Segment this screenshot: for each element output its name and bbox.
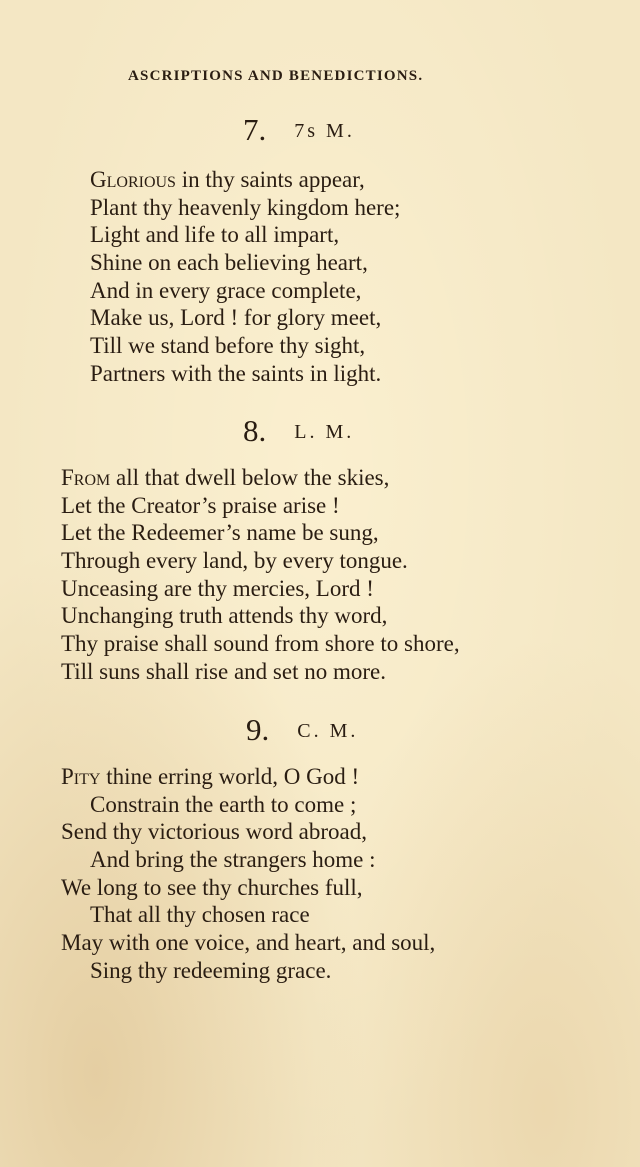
verse-line-text: thine erring world, O God ! (100, 764, 360, 789)
hymn-7-verse (90, 166, 400, 388)
verse-line-text: all that dwell below the skies, (110, 465, 390, 490)
verse-line-text: Till suns shall rise and set no more. (61, 658, 386, 684)
verse-line (61, 492, 460, 520)
verse-line (61, 929, 435, 957)
verse-line-text: Shine on each believing heart, (90, 250, 368, 276)
verse-lead-word: Pity (61, 764, 101, 789)
verse-line (90, 249, 400, 277)
verse-line (61, 874, 435, 902)
verse-line-text: Till we stand before thy sight, (90, 333, 366, 359)
verse-line-text: Through every land, by every tongue. (61, 548, 408, 574)
verse-line (61, 846, 435, 874)
hymn-number: 9. (246, 712, 270, 747)
verse-line-text: Light and life to all impart, (90, 222, 340, 248)
verse-line (90, 360, 400, 388)
verse-line (90, 304, 400, 332)
verse-line-text: We long to see thy churches full, (61, 874, 363, 900)
verse-line (61, 791, 435, 819)
verse-line (61, 575, 460, 603)
verse-line-text: Plant thy heavenly kingdom here; (90, 194, 401, 220)
hymn-number: 8. (243, 413, 267, 448)
verse-line-text: Let the Redeemer’s name be sung, (61, 520, 379, 546)
verse-line-text: in thy saints appear, (175, 167, 365, 192)
verse-line (90, 332, 400, 360)
running-head: ASCRIPTIONS AND BENEDICTIONS. (128, 68, 424, 84)
verse-line-text: Unceasing are thy mercies, Lord ! (61, 575, 374, 601)
verse-line-text: Partners with the saints in light. (90, 360, 382, 386)
verse-line (61, 818, 435, 846)
verse-line-text: Let the Creator’s praise arise ! (61, 492, 340, 518)
verse-line-text: Thy praise shall sound from shore to shore, (61, 631, 460, 657)
verse-line (90, 277, 400, 305)
verse-line (61, 519, 460, 547)
verse-line (61, 957, 435, 985)
verse-line (61, 901, 435, 929)
verse-line-text: That all thy chosen race (90, 902, 310, 928)
verse-line-text: Make us, Lord ! for glory meet, (90, 305, 382, 331)
verse-line (90, 194, 400, 222)
verse-line (61, 658, 460, 686)
hymn-meter: 7s M. (294, 120, 355, 142)
hymn-meter: L. M. (294, 421, 355, 443)
verse-line (61, 464, 460, 492)
hymn-number: 7. (243, 112, 267, 147)
verse-line (61, 763, 435, 791)
hymn-8-heading (243, 413, 354, 449)
verse-line (90, 221, 400, 249)
verse-line-text: And in every grace complete, (90, 277, 362, 303)
hymn-9-verse (61, 763, 435, 985)
hymn-8-verse (61, 464, 460, 686)
verse-line-text: And bring the strangers home : (90, 847, 376, 873)
verse-line (61, 547, 460, 575)
verse-line-text: Sing thy redeeming grace. (90, 957, 332, 983)
verse-line-text: Send thy victorious word abroad, (61, 819, 367, 845)
verse-line (61, 630, 460, 658)
verse-line-text: Constrain the earth to come ; (90, 791, 357, 817)
verse-lead-word: From (61, 465, 111, 490)
verse-line-text: May with one voice, and heart, and soul, (61, 930, 436, 956)
hymn-meter: C. M. (297, 720, 359, 742)
verse-line (90, 166, 400, 194)
hymn-9-heading (246, 712, 358, 748)
verse-line (61, 602, 460, 630)
verse-line-text: Unchanging truth attends thy word, (61, 603, 388, 629)
verse-lead-word: Glorious (90, 167, 176, 192)
hymn-7-heading (243, 112, 355, 148)
